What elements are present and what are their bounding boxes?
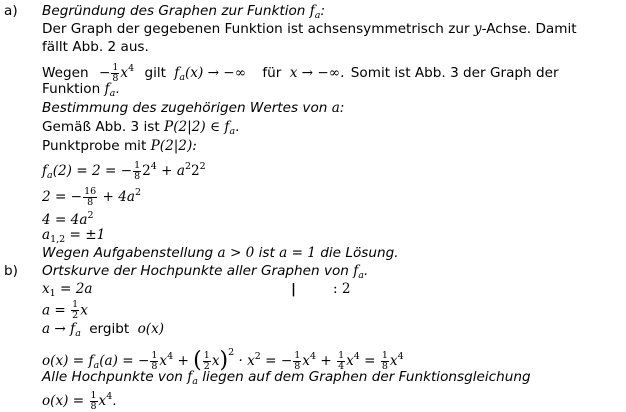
equation-2: 2 = − $\frac{16}{8}$ + $4a^2$ [42,185,142,208]
wegen-line: Wegen − $\frac{1}{8}$ $x^4$ gilt $f_a(x)$ → −∞ für x → −∞. Somit ist Abb. 3 der Graph der [42,61,559,84]
fraction: $\frac{1}{8}$ [112,61,119,84]
gemaess-line: Gemäß Abb. 3 ist P(2|2) ∈ $f_a$. [42,119,240,137]
conclusion-a: Wegen Aufgabenstellung a > 0 ist a = 1 die Lösung. [42,245,399,261]
bestimmung-heading: Bestimmung des zugehörigen Wertes von a: [42,100,345,116]
b-substitution: $a \to f_a$ ergibt o(x) [42,321,165,339]
excludes-line: fällt Abb. 2 aus. [42,39,149,55]
b-equation-2: a = $\frac{1}{2}$ x [42,299,88,321]
part-a-label: a) [4,3,18,19]
equation-4: $a_{1,2} = \pm 1$ [42,227,106,245]
b-final-equation: o(x) = $\frac{1}{8}$ $x^4$. [42,389,117,412]
b-main-equation: $o(x) = f_a(a)$ = − $\frac{1}{8}$ $x^4$ + ( $\frac{1}{2}$ $x)^2 \cdot x^2$ = − $\frac{1}{8}$ $x^4$ + $\frac{1}{4}$ $x^4$ = $\frac{1}{8}$ $x^4$ [42,347,404,373]
part-b-label: b) [4,263,18,279]
b-equation-1: $x_1 = 2a$ [42,281,93,299]
part-b-heading: Ortskurve der Hochpunkte aller Graphen von $f_a$. [42,263,369,281]
operation-divide: : 2 [333,281,351,297]
funktion-line: Funktion $f_a$. [42,81,120,99]
part-a-heading: Begründung des Graphen zur Funktion $f_a$: [42,3,326,21]
equation-1: $f_a(2) = 2$ = − $\frac{1}{8}$ $2^4 + a^22^2$ [42,159,206,182]
equation-3: $4 = 4a^2$ [42,210,94,228]
symmetry-line: Der Graph der gegebenen Funktion ist achsensymmetrisch zur y-Achse. Damit [42,21,577,37]
operation-bar: | [291,281,296,297]
b-conclusion: Alle Hochpunkte von $f_a$ liegen auf dem Graphen der Funktionsgleichung [42,369,531,387]
punktprobe-line: Punktprobe mit P(2|2): [42,138,197,154]
